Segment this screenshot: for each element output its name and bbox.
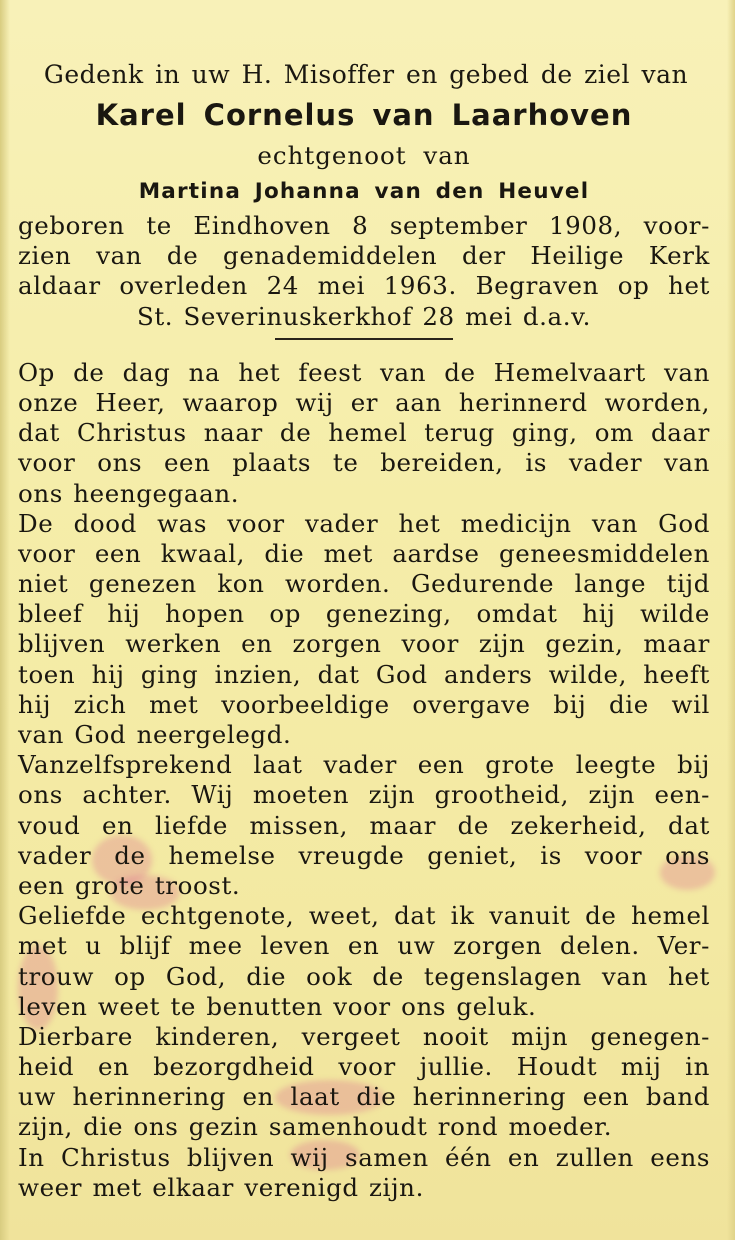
details-line: St. Severinuskerkhof 28 mei d.a.v. <box>136 301 592 331</box>
spouse-of-label: echtgenoot van <box>257 141 471 170</box>
body-line: De dood was voor vader het medicijn van God <box>18 508 710 538</box>
body-line: niet genezen kon worden. Gedurende lange tijd <box>18 569 710 599</box>
paper-edge-right <box>727 0 735 1240</box>
body-line: hij zich met voorbeeldige overgave bij die wil <box>18 689 710 719</box>
body-line: voud en liefde missen, maar de zekerheid, dat <box>18 810 710 840</box>
details-line: geboren te Eindhoven 8 september 1908, voor- <box>18 211 710 240</box>
body-line: toen hij ging inzien, dat God anders wilde, heeft <box>18 659 710 689</box>
body-line: dat Christus naar de hemel terug ging, om daar <box>18 418 710 448</box>
body-line: zijn, die ons gezin samenhoudt rond moeder. <box>18 1112 613 1142</box>
body-line: Op de dag na het feest van de Hemelvaart van <box>18 357 710 387</box>
body-line: In Christus blijven wij samen één en zullen eens <box>18 1142 710 1172</box>
body-line: vader de hemelse vreugde geniet, is voor ons <box>18 840 710 870</box>
memorial-text <box>18 358 710 1203</box>
body-line: leven weet te benutten voor ons geluk. <box>18 991 537 1021</box>
body-line: uw herinnering en laat die herinnering een band <box>18 1082 710 1112</box>
body-line: trouw op God, die ook de tegenslagen van het <box>18 961 710 991</box>
card-text <box>18 55 710 1203</box>
body-line: onze Heer, waarop wij er aan herinnerd worden, <box>18 387 710 417</box>
body-line: met u blijf mee leven en uw zorgen delen. Ver- <box>18 931 710 961</box>
paper-edge-left <box>0 0 10 1240</box>
divider-rule <box>275 338 453 340</box>
deceased-name: Karel Cornelus van Laarhoven <box>95 98 633 132</box>
body-line: een grote troost. <box>18 870 241 900</box>
body-line: voor ons een plaats te bereiden, is vader van <box>18 448 710 478</box>
body-line: bleef hij hopen op genezing, omdat hij wilde <box>18 599 710 629</box>
body-line: Geliefde echtgenote, weet, dat ik vanuit de hemel <box>18 901 710 931</box>
intro-line: Gedenk in uw H. Misoffer en gebed de ziel van <box>43 60 689 89</box>
body-line: ons heengegaan. <box>18 478 240 508</box>
details-line: aldaar overleden 24 mei 1963. Begraven op het <box>18 271 710 301</box>
body-line: blijven werken en zorgen voor zijn gezin, maar <box>18 629 710 659</box>
body-line: van God neergelegd. <box>18 720 292 749</box>
body-line: weer met elkaar verenigd zijn. <box>18 1172 424 1202</box>
body-line: Vanzelfsprekend laat vader een grote leegte bij <box>18 750 710 780</box>
spouse-name: Martina Johanna van den Heuvel <box>138 179 590 204</box>
body-line: ons achter. Wij moeten zijn grootheid, zijn een- <box>18 780 710 810</box>
body-line: heid en bezorgdheid voor jullie. Houdt mij in <box>18 1052 710 1082</box>
body-line: Dierbare kinderen, vergeet nooit mijn genegen- <box>18 1021 710 1051</box>
body-line: voor een kwaal, die met aardse geneesmiddelen <box>18 538 710 568</box>
life-details <box>18 211 710 332</box>
details-line: zien van de genademiddelen der Heilige Kerk <box>18 241 710 271</box>
